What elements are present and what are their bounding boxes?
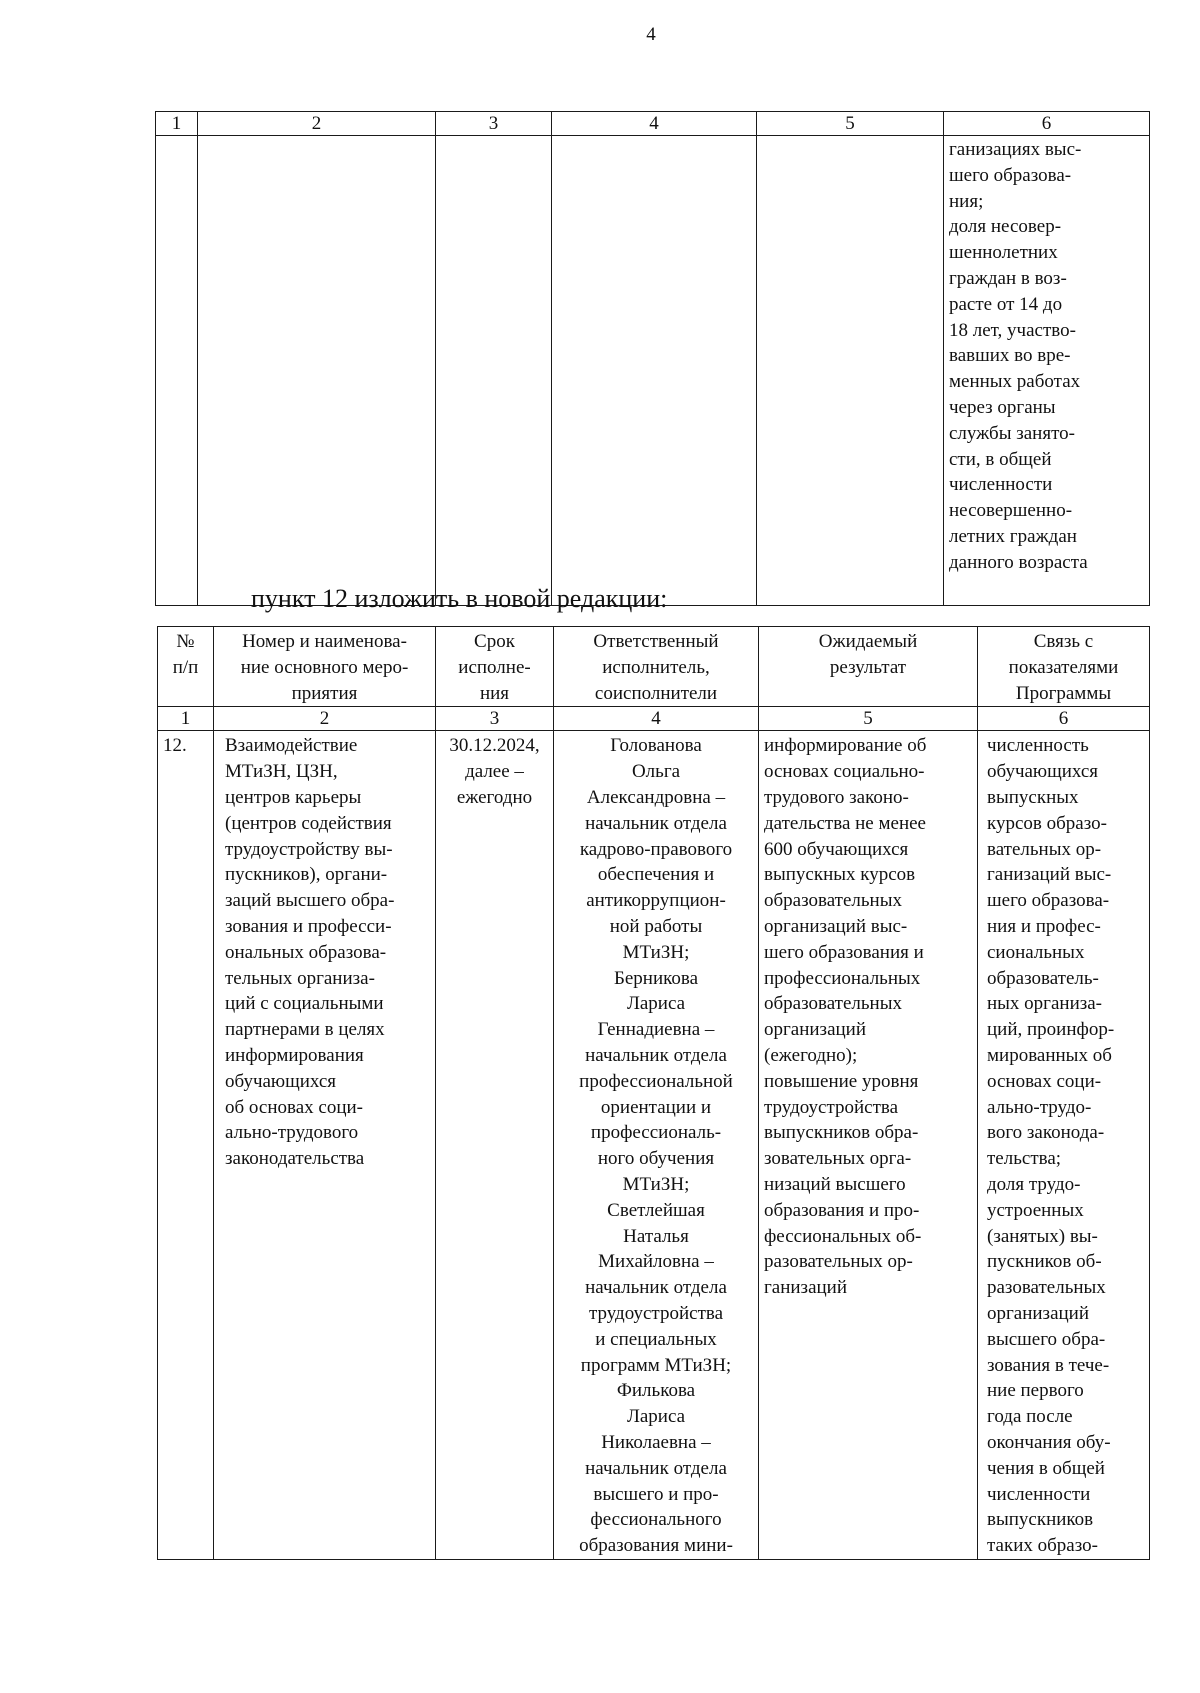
header-responsible: Ответственный исполнитель, соисполнители (554, 627, 759, 707)
deadline-cell: 30.12.2024, далее – ежегодно (436, 731, 554, 1560)
column-number: 5 (759, 707, 978, 731)
table-row (156, 136, 1150, 606)
table-cell (552, 136, 757, 606)
column-number: 3 (436, 112, 552, 136)
indicators-cell: численность обучающихся выпускных курсов образо- вательных ор- ганизаций выс- шего образова- ния и профес- сиональных образователь- ных организа- ций, проинфор- мированных об основах соци- ально-трудо- вого законода- тельства; доля трудо- устроенных (занятых) вы- пускников об- разовательных организаций высшего обра- зования в тече- ние первого года после окончания обу- чения в общей численности выпускников таких образо- (978, 731, 1150, 1560)
table-cell (156, 136, 198, 606)
table-cell (436, 136, 552, 606)
column-number: 3 (436, 707, 554, 731)
column-number: 4 (554, 707, 759, 731)
column-number: 1 (158, 707, 214, 731)
table-cell (757, 136, 944, 606)
measure-table (157, 626, 1150, 1560)
header-activity: Номер и наименова- ние основного меро- приятия (214, 627, 436, 707)
column-number: 1 (156, 112, 198, 136)
column-number: 2 (198, 112, 436, 136)
column-number: 5 (757, 112, 944, 136)
continued-table (155, 111, 1150, 606)
column-number: 6 (944, 112, 1150, 136)
instruction-heading: пункт 12 изложить в новой редакции: (251, 584, 668, 613)
row-number: 12. (158, 731, 214, 1560)
column-number-row (158, 707, 1150, 731)
column-number: 6 (978, 707, 1150, 731)
indicators-cell: ганизациях выс- шего образова- ния; доля несовер- шеннолетних граждан в воз- расте от 14 до 18 лет, участво- вавших во вре- менных работах через органы службы занято- сти, в общей численности несовершенно- летних граждан данного возраста (944, 136, 1150, 606)
column-number: 4 (552, 112, 757, 136)
header-result: Ожидаемый результат (759, 627, 978, 707)
column-number-row (156, 112, 1150, 136)
table-cell (198, 136, 436, 606)
activity-cell: Взаимодействие МТиЗН, ЦЗН, центров карьеры (центров содействия трудоустройству вы- пускников), органи- заций высшего обра- зования и професси- ональных образова- тельных организа- ций с социальными партнерами в целях информирования обучающихся об основах соци- ально-трудового законодательства (214, 731, 436, 1560)
table-row (158, 731, 1150, 1560)
header-indicators: Связь с показателями Программы (978, 627, 1150, 707)
header-row (158, 627, 1150, 707)
header-number: № п/п (158, 627, 214, 707)
expected-result-cell: информирование об основах социально- трудового законо- дательства не менее 600 обучающихся выпускных курсов образовательных организаций выс- шего образования и профессиональных образовательных организаций (ежегодно); повышение уровня трудоустройства выпускников обра- зовательных орга- низаций высшего образования и про- фессиональных об- разовательных ор- ганизаций (759, 731, 978, 1560)
page-number: 4 (646, 24, 656, 45)
responsible-cell: Голованова Ольга Александровна – начальник отдела кадрово-правового обеспечения и антикоррупцион- ной работы МТиЗН; Берникова Лариса Геннадиевна – начальник отдела профессиональной ориентации и профессиональ- ного обучения МТиЗН; Светлейшая Наталья Михайловна – начальник отдела трудоустройства и специальных программ МТиЗН; Филькова Лариса Николаевна – начальник отдела высшего и про- фессионального образования мини- (554, 731, 759, 1560)
column-number: 2 (214, 707, 436, 731)
header-deadline: Срок исполне- ния (436, 627, 554, 707)
